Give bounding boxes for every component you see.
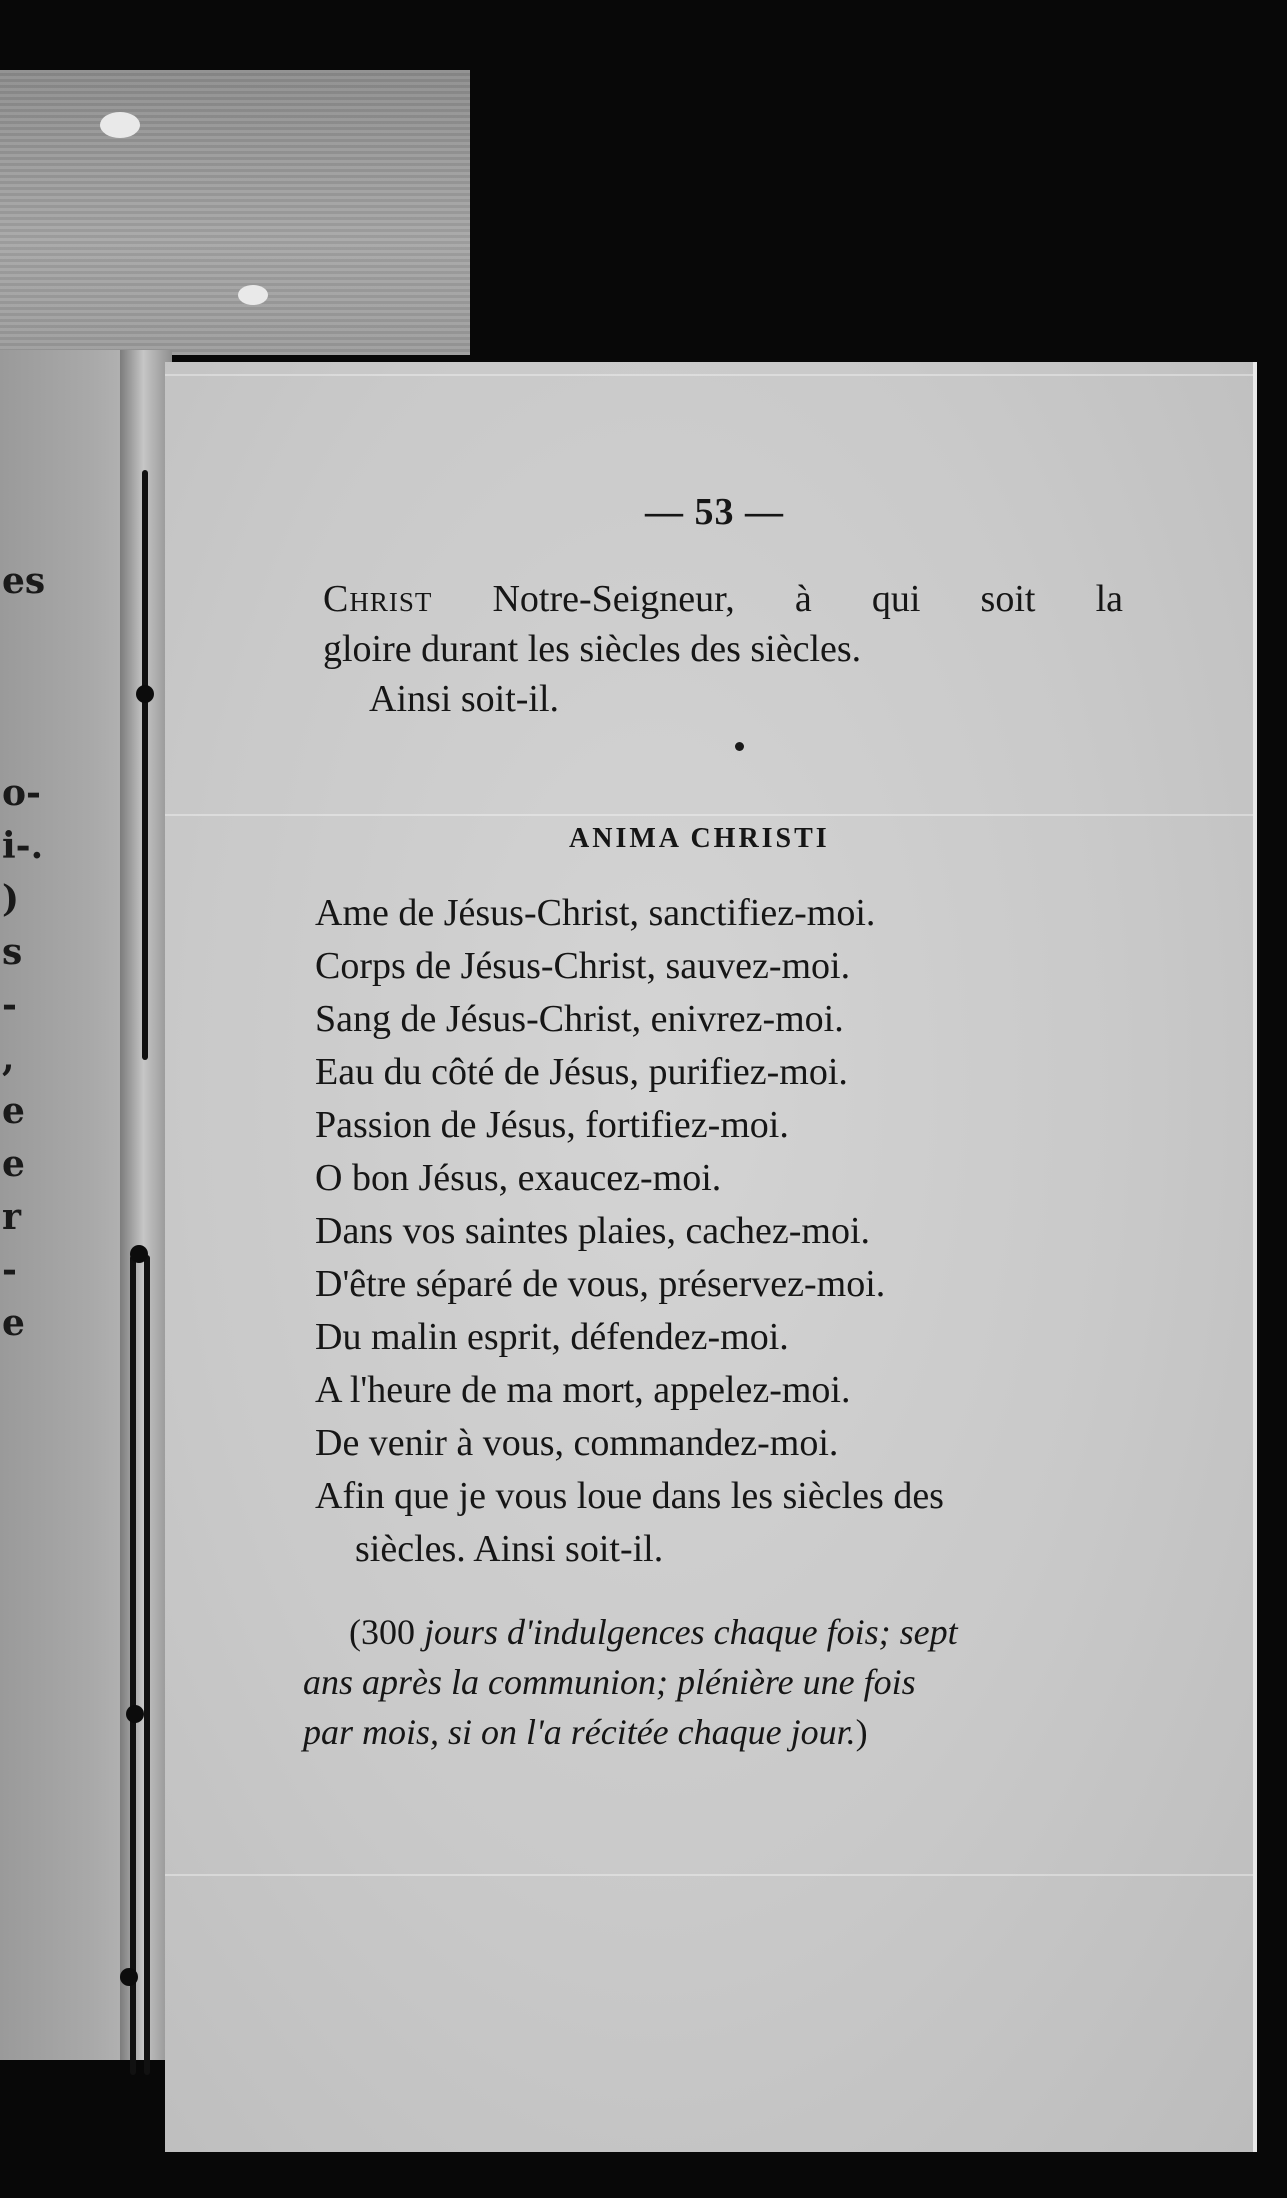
note-line-1 [303,1607,1103,1657]
left-page-fragment: e [2,1143,25,1185]
intro-word: la [1095,578,1123,620]
scan-artifact-line [165,374,1253,376]
left-page-fragment: o- [2,772,41,814]
left-page-fragment: - [2,984,17,1026]
section-bullet [735,742,744,751]
left-page-fragment [2,661,32,714]
left-page-fragment: e [2,1090,25,1132]
left-page-text-fragments [2,350,46,2060]
scan-artifact-line [165,1874,1253,1876]
prayer-line: A l'heure de ma mort, appelez-moi. [315,1369,851,1411]
page-number: — 53 — [645,491,784,533]
section-heading: ANIMA CHRISTI [569,823,830,854]
small-caps-word: Christ [323,578,433,620]
left-page-fragment: , [2,1037,15,1079]
left-page-fragment [2,608,32,661]
left-page-fragment: i-. [2,825,44,867]
book-page [165,362,1253,2152]
note-italic: jours d'indulgences chaque fois; sept [424,1612,958,1652]
note-line-2: ans après la communion; plénière une fois [303,1662,916,1702]
scan-artifact-line [165,814,1253,816]
prayer-line: Eau du côté de Jésus, purifiez-moi. [315,1051,848,1093]
binding-knot [126,1705,144,1723]
prayer-line: Du malin esprit, défendez-moi. [315,1316,789,1358]
prayer-line: Corps de Jésus-Christ, sauvez-moi. [315,945,851,987]
binding-knot [136,685,154,703]
left-page-fragment [2,1456,32,1509]
prayer-text [315,887,944,1576]
left-page-fragment [2,1403,32,1456]
prayer-line-continued: siècles. Ainsi soit-il. [355,1528,664,1570]
binding-knot [130,1245,148,1263]
paper-spot [238,285,268,305]
intro-line-1 [323,574,1123,624]
note-line-3 [303,1707,1103,1757]
binding-thread [142,470,148,1060]
prayer-line: Afin que je vous loue dans les siècles des [315,1475,944,1517]
intro-line-2: gloire durant les siècles des siècles. [323,628,862,670]
prayer-line: Passion de Jésus, fortifiez-moi. [315,1104,789,1146]
note-close: ) [855,1712,868,1752]
left-page-fragment [2,1350,32,1403]
left-page-fragment: r [2,1196,21,1238]
intro-word: soit [980,578,1036,620]
left-page-fragment: e [2,1302,25,1344]
binding-thread [144,1255,150,2075]
prayer-line: O bon Jésus, exaucez-moi. [315,1157,722,1199]
torn-paper-strip [0,70,470,355]
binding-knot [120,1968,138,1986]
indulgence-note [303,1607,1103,1757]
left-page-fragment: ) [2,878,20,920]
note-open: (300 [349,1612,424,1652]
left-page-fragment: - [2,1249,17,1291]
left-page-fragment: s [2,931,23,973]
prayer-line: Sang de Jésus-Christ, enivrez-moi. [315,998,844,1040]
prayer-line: Dans vos saintes plaies, cachez-moi. [315,1210,871,1252]
binding-thread [130,1255,136,2075]
paper-spot [100,112,140,138]
left-page-fragment [2,714,32,767]
intro-line-3: Ainsi soit-il. [369,678,560,720]
note-italic: par mois, si on l'a récitée chaque jour. [303,1712,856,1752]
intro-word: qui [871,578,921,620]
intro-word: à [794,578,812,620]
left-page-fragment: es [2,560,46,602]
intro-word: Notre-Seigneur, [492,578,735,620]
prayer-line: De venir à vous, commandez-moi. [315,1422,839,1464]
intro-paragraph [323,574,1123,724]
prayer-line: D'être séparé de vous, préservez-moi. [315,1263,886,1305]
prayer-line: Ame de Jésus-Christ, sanctifiez-moi. [315,892,876,934]
